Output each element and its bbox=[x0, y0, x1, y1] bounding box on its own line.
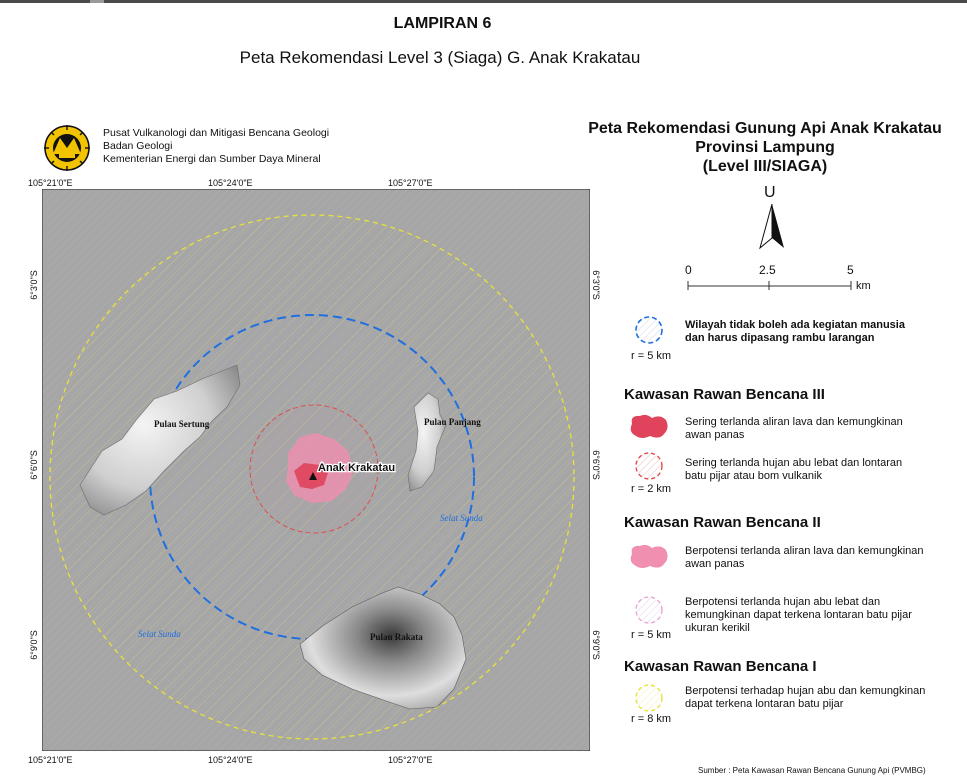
lon-top-2: 105°24'0"E bbox=[208, 178, 253, 188]
label-selat-sunda-2: Selat Sunda bbox=[138, 629, 181, 639]
krb-i-radius: r = 8 km bbox=[631, 713, 672, 725]
north-arrow-icon bbox=[756, 202, 788, 252]
krb-ii-lava-symbol-icon bbox=[628, 542, 670, 572]
institution-line-2: Badan Geologi bbox=[103, 140, 173, 152]
krb-iii-lava-description bbox=[685, 416, 960, 442]
top-border bbox=[0, 0, 967, 3]
krb-i-description bbox=[685, 685, 960, 711]
krb-ii-ash-line-1: Berpotensi terlanda hujan abu lebat dan bbox=[685, 596, 881, 608]
label-selat-sunda-1: Selat Sunda bbox=[440, 513, 483, 523]
scale-label-5: 5 bbox=[847, 263, 854, 277]
section-krb-i: Kawasan Rawan Bencana I bbox=[624, 658, 817, 675]
label-pulau-panjang: Pulau Panjang bbox=[424, 417, 481, 427]
scale-label-0: 0 bbox=[685, 263, 692, 277]
scale-label-2-5: 2.5 bbox=[759, 263, 776, 277]
institution-block bbox=[103, 127, 329, 166]
krb-i-symbol-icon bbox=[633, 682, 665, 714]
krb-iii-ash-line-1: Sering terlanda hujan abu lebat dan lontaran bbox=[685, 457, 903, 469]
lat-right-2: 6°6'0"S bbox=[591, 450, 601, 480]
map-source: Sumber : Peta Kawasan Rawan Bencana Gunung Api (PVMBG) bbox=[698, 766, 926, 775]
krb-ii-ash-line-2: kemungkinan dapat terkena lontaran batu pijar bbox=[685, 609, 912, 621]
krb-iii-ash-description bbox=[685, 457, 960, 483]
lat-right-1: 6°3'0"S bbox=[591, 270, 601, 300]
lat-left-3: 6°9'0"S bbox=[29, 630, 39, 660]
krb-iii-lava-line-2: awan panas bbox=[685, 429, 745, 441]
institution-line-3: Kementerian Energi dan Sumber Daya Mineral bbox=[103, 153, 321, 165]
restricted-radius: r = 5 km bbox=[631, 350, 672, 362]
label-anak-krakatau: Anak Krakatau bbox=[318, 462, 396, 474]
label-pulau-rakata: Pulau Rakata bbox=[370, 632, 423, 642]
krb-ii-ash-line-3: ukuran kerikil bbox=[685, 622, 750, 634]
krb-ii-ash-description bbox=[685, 596, 960, 635]
krb-ii-ash-symbol-icon bbox=[633, 594, 665, 626]
esdm-logo bbox=[42, 124, 92, 172]
krb-ii-lava-line-2: awan panas bbox=[685, 558, 745, 570]
institution-line-1: Pusat Vulkanologi dan Mitigasi Bencana Geologi bbox=[103, 127, 330, 139]
legend-title-line-1: Peta Rekomendasi Gunung Api Anak Krakatau bbox=[588, 120, 942, 137]
krb-iii-radius: r = 2 km bbox=[631, 483, 672, 495]
krb-ii-radius: r = 5 km bbox=[631, 629, 672, 641]
legend-title-line-3: (Level III/SIAGA) bbox=[702, 158, 828, 175]
restricted-line-1: Wilayah tidak boleh ada kegiatan manusia bbox=[685, 319, 905, 331]
krb-iii-lava-line-1: Sering terlanda aliran lava dan kemungkinan bbox=[685, 416, 903, 428]
lat-left-1: 6°3'0"S bbox=[29, 270, 39, 300]
lat-left-2: 6°6'0"S bbox=[29, 450, 39, 480]
north-label: U bbox=[764, 184, 776, 201]
lon-bottom-1: 105°21'0"E bbox=[28, 755, 73, 765]
lon-top-1: 105°21'0"E bbox=[28, 178, 73, 188]
krb-i-line-1: Berpotensi terhadap hujan abu dan kemungkinan bbox=[685, 685, 926, 697]
page-subtitle: Peta Rekomendasi Level 3 (Siaga) G. Anak Krakatau bbox=[239, 48, 641, 67]
scale-bar bbox=[686, 280, 856, 292]
lon-top-3: 105°27'0"E bbox=[388, 178, 433, 188]
restricted-zone-symbol-icon bbox=[633, 314, 665, 346]
lon-bottom-3: 105°27'0"E bbox=[388, 755, 433, 765]
krb-ii-lava-line-1: Berpotensi terlanda aliran lava dan kemungkinan bbox=[685, 545, 924, 557]
lat-right-3: 6°9'0"S bbox=[591, 630, 601, 660]
legend-title bbox=[570, 119, 960, 176]
legend-title-line-2: Provinsi Lampung bbox=[695, 139, 835, 156]
krb-iii-lava-symbol-icon bbox=[628, 412, 670, 442]
krb-i-line-2: dapat terkena lontaran batu pijar bbox=[685, 698, 844, 710]
section-krb-ii: Kawasan Rawan Bencana II bbox=[624, 514, 821, 531]
top-border-tick bbox=[90, 0, 104, 3]
label-pulau-sertung: Pulau Sertung bbox=[154, 419, 210, 429]
krb-ii-lava-description bbox=[685, 545, 960, 571]
restricted-line-2: dan harus dipasang rambu larangan bbox=[685, 332, 875, 344]
restricted-description bbox=[685, 319, 960, 345]
lon-bottom-2: 105°24'0"E bbox=[208, 755, 253, 765]
section-krb-iii: Kawasan Rawan Bencana III bbox=[624, 386, 825, 403]
scale-unit: km bbox=[856, 280, 871, 292]
krb-iii-ash-line-2: batu pijar atau bom vulkanik bbox=[685, 470, 822, 482]
appendix-label: LAMPIRAN 6 bbox=[393, 15, 492, 32]
hazard-map bbox=[42, 189, 590, 751]
krb-iii-ash-symbol-icon bbox=[633, 450, 665, 482]
